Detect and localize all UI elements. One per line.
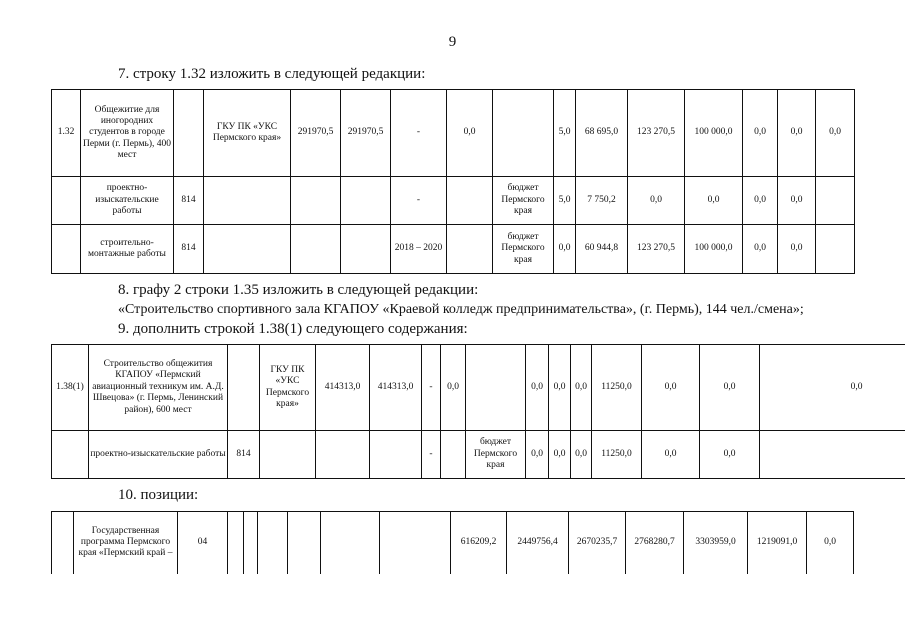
cell: 7 750,2	[576, 177, 628, 225]
cell	[441, 431, 466, 479]
cell: 0,0	[816, 90, 855, 177]
table-row	[52, 177, 855, 225]
table-row	[52, 345, 905, 431]
cell	[447, 177, 493, 225]
table-row-programme	[51, 511, 854, 574]
cell: 0,0	[642, 345, 700, 431]
cell	[321, 512, 380, 574]
cell	[52, 177, 81, 225]
object-name: Строительство общежития КГАПОУ «Пермский авиационный техникум им. А.Д. Швецова» (г. Пермь, Ленинский район), 600 мест	[89, 345, 228, 431]
cell: 291970,5	[291, 90, 341, 177]
cell	[52, 512, 74, 574]
cell	[493, 90, 554, 177]
cell: 0,0	[778, 225, 816, 274]
cell: 5,0	[554, 177, 576, 225]
cell: 5,0	[554, 90, 576, 177]
cell: 0,0	[571, 345, 592, 431]
period: 2018 – 2020	[391, 225, 447, 274]
table-row	[52, 431, 905, 479]
cell: 123 270,5	[628, 225, 685, 274]
cell	[52, 225, 81, 274]
table-row	[52, 225, 855, 274]
cell: 0,0	[447, 90, 493, 177]
cell: 814	[174, 177, 204, 225]
cell	[244, 512, 258, 574]
cell: 0,0	[778, 177, 816, 225]
cell	[816, 225, 855, 274]
cell: 814	[174, 225, 204, 274]
cell	[816, 177, 855, 225]
work-type: проектно-изыскательские работы	[89, 431, 228, 479]
row-number: 1.38(1)	[52, 345, 89, 431]
cell: 0,0	[526, 345, 549, 431]
cell: 0,0	[642, 431, 700, 479]
cell: -	[391, 90, 447, 177]
cell: 2768280,7	[626, 512, 684, 574]
page-number: 9	[448, 34, 457, 50]
cell	[52, 431, 89, 479]
cell	[291, 225, 341, 274]
cell: 0,0	[743, 90, 778, 177]
funding-source: бюджет Пермского края	[466, 431, 526, 479]
cell: 11250,0	[592, 431, 642, 479]
programme-name: Государственная программа Пермского края «Пермский край –	[74, 512, 178, 574]
paragraph-8-text: «Строительство спортивного зала КГАПОУ «Краевой колледж предпринимательства», (г. Пермь), 144 чел./смена»;	[118, 302, 804, 317]
cell	[370, 431, 422, 479]
cell: 2449756,4	[507, 512, 569, 574]
cell	[258, 512, 288, 574]
cell	[204, 225, 291, 274]
cell	[228, 512, 244, 574]
cell: 414313,0	[316, 345, 370, 431]
cell: 616209,2	[451, 512, 507, 574]
funding-source: бюджет Пермского края	[493, 225, 554, 274]
cell: 04	[178, 512, 228, 574]
cell: 0,0	[549, 345, 571, 431]
cell	[260, 431, 316, 479]
cell: 0,0	[526, 431, 549, 479]
cell: 100 000,0	[685, 90, 743, 177]
table-row	[52, 90, 855, 177]
cell: 0,0	[743, 177, 778, 225]
cell: 60 944,8	[576, 225, 628, 274]
cell: 2670235,7	[569, 512, 626, 574]
cell: 0,0	[743, 225, 778, 274]
paragraph-7: 7. строку 1.32 изложить в следующей редакции:	[118, 66, 426, 82]
funding-source: бюджет Пермского края	[493, 177, 554, 225]
cell: 0,0	[700, 431, 760, 479]
cell	[466, 345, 526, 431]
cell: -	[422, 431, 441, 479]
cell	[341, 177, 391, 225]
cell	[228, 345, 260, 431]
cell: 123 270,5	[628, 90, 685, 177]
cell: 11250,0	[592, 345, 642, 431]
row-number: 1.32	[52, 90, 81, 177]
cell: 0,0	[685, 177, 743, 225]
cell: 0,0	[441, 345, 466, 431]
cell	[316, 431, 370, 479]
cell: 0,0	[554, 225, 576, 274]
object-name: Общежитие для иногородних студентов в городе Перми (г. Пермь), 400 мест	[81, 90, 174, 177]
cell: 0,0	[807, 512, 854, 574]
cell	[288, 512, 321, 574]
cell: 0,0	[549, 431, 571, 479]
cell: 68 695,0	[576, 90, 628, 177]
cell: 100 000,0	[685, 225, 743, 274]
cell	[204, 177, 291, 225]
cell: 1219091,0	[748, 512, 807, 574]
cell: -	[391, 177, 447, 225]
work-type: строительно-монтажные работы	[81, 225, 174, 274]
table-row	[52, 512, 854, 574]
paragraph-10: 10. позиции:	[118, 487, 199, 503]
cell: 3303959,0	[684, 512, 748, 574]
paragraph-9: 9. дополнить строкой 1.38(1) следующего содержания:	[118, 321, 468, 337]
cell: 0,0	[700, 345, 760, 431]
cell	[341, 225, 391, 274]
cell	[447, 225, 493, 274]
customer: ГКУ ПК «УКС Пермского края»	[204, 90, 291, 177]
cell	[760, 431, 905, 479]
cell: 0,0	[778, 90, 816, 177]
cell	[380, 512, 451, 574]
cell: 814	[228, 431, 260, 479]
cell	[291, 177, 341, 225]
cell: 414313,0	[370, 345, 422, 431]
customer: ГКУ ПК «УКС Пермского края»	[260, 345, 316, 431]
paragraph-8: 8. графу 2 строки 1.35 изложить в следующей редакции:	[118, 282, 479, 298]
cell: 0,0	[571, 431, 592, 479]
cell: 291970,5	[341, 90, 391, 177]
cell	[174, 90, 204, 177]
work-type: проектно-изыскательские работы	[81, 177, 174, 225]
cell: 0,0	[760, 345, 905, 431]
table-row-1-38-1	[51, 344, 905, 479]
cell: 0,0	[628, 177, 685, 225]
cell: -	[422, 345, 441, 431]
table-row-1-32	[51, 89, 855, 274]
